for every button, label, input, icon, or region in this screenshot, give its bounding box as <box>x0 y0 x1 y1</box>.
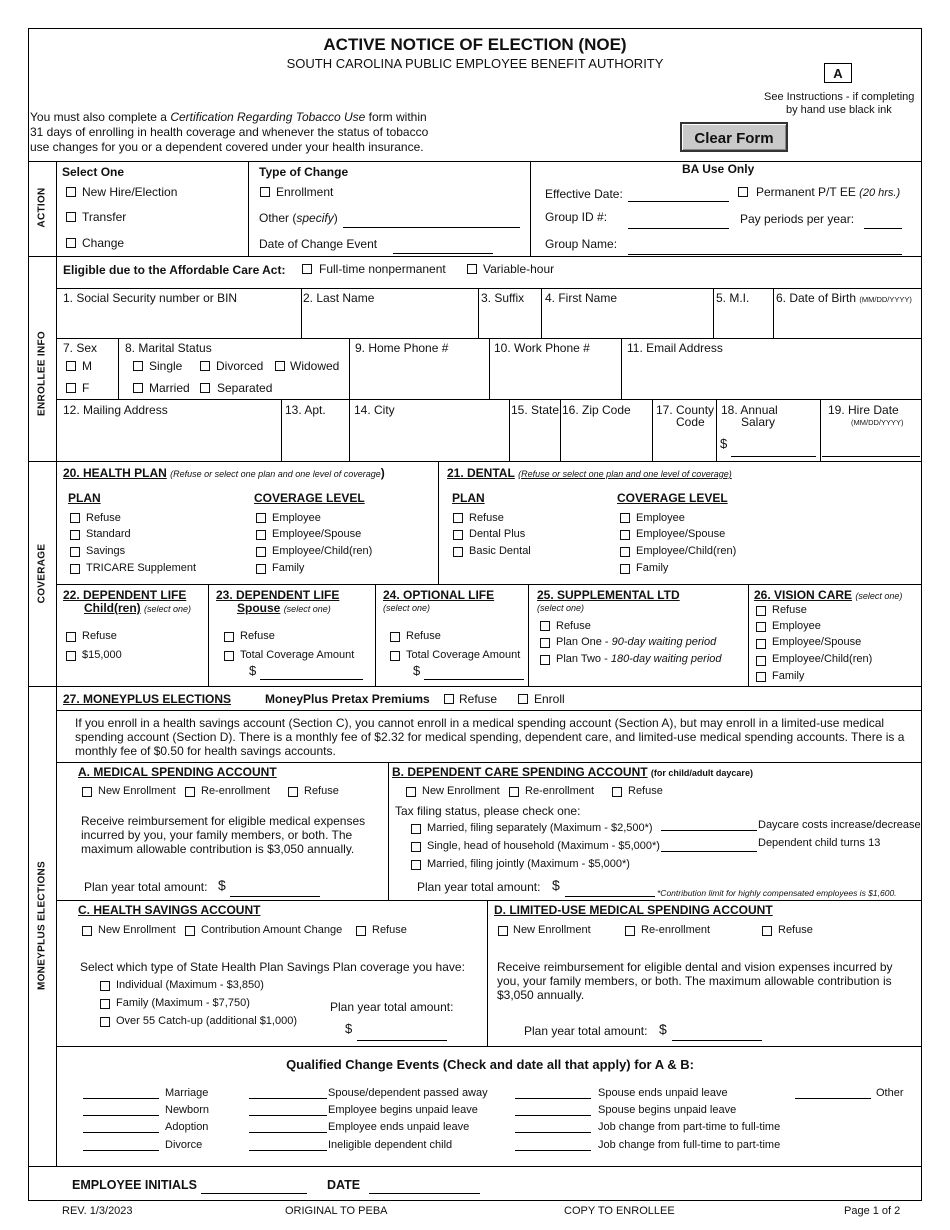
daycare-change-label: Daycare costs increase/decrease <box>758 819 921 831</box>
qce-spouse-begins-date[interactable] <box>515 1115 591 1116</box>
zip-label: 16. Zip Code <box>562 403 631 417</box>
instructions-note: See Instructions - if completing <box>764 91 915 103</box>
lumsa-refuse-checkbox[interactable] <box>762 926 772 936</box>
page-number: Page 1 of 2 <box>844 1205 901 1217</box>
vision-family-checkbox[interactable] <box>756 672 766 682</box>
premiums-enroll-checkbox[interactable] <box>518 694 528 704</box>
tax-status-label: Tax filing status, please check one: <box>395 804 581 818</box>
ltd-select-one: (select one) <box>537 603 585 613</box>
dcsa-new-label: New Enrollment <box>422 785 500 797</box>
instructions-note-2: by hand use black ink <box>786 104 892 116</box>
ltd-plan-one-text: Plan One - <box>556 636 612 648</box>
lumsa-title: D. LIMITED-USE MEDICAL SPENDING ACCOUNT <box>494 903 773 917</box>
form-subtitle: SOUTH CAROLINA PUBLIC EMPLOYEE BENEFIT AUTHORITY <box>286 56 664 71</box>
vision-refuse-checkbox[interactable] <box>756 606 766 616</box>
premiums-enroll-label: Enroll <box>534 692 565 706</box>
single-label: Single <box>149 359 183 373</box>
dcsa-title: B. DEPENDENT CARE SPENDING ACCOUNT <box>392 765 648 779</box>
health-refuse-checkbox[interactable] <box>70 513 80 523</box>
hsa-contribution-checkbox[interactable] <box>185 926 195 936</box>
msa-description: Receive reimbursement for eligible medical expenses incurred by you, your family members, or both. The maximum allowable contribution is $3,050 annually. <box>81 814 366 856</box>
state-label: 15. State <box>511 403 560 417</box>
qce-spouse-begins-unpaid: Spouse begins unpaid leave <box>598 1104 737 1116</box>
qce-emp-begins-date[interactable] <box>249 1115 327 1116</box>
qce-passed-away: Spouse/dependent passed away <box>328 1087 488 1099</box>
tax-single-label: Single, head of household (Maximum - $5,000*) <box>427 840 660 852</box>
lumsa-reenroll-label: Re-enrollment <box>641 924 711 936</box>
other-label <box>259 211 338 225</box>
premiums-refuse-checkbox[interactable] <box>444 694 454 704</box>
qce-pt-to-ft-date[interactable] <box>515 1132 591 1133</box>
full-time-checkbox[interactable] <box>302 264 312 274</box>
dcsa-reenroll-label: Re-enrollment <box>525 785 595 797</box>
dep-child-select-one: (select one) <box>144 604 192 614</box>
vision-heading <box>754 588 902 603</box>
dental-employee-checkbox[interactable] <box>620 513 630 523</box>
moneyplus-notice: If you enroll in a health savings account (Section C), you cannot enroll in a medical spending account (Section A), but may enroll in a limited-use medical spending account (Section D). There is a monthly fee of $2.32 for medical spending, dependent care, and limited-use medical spending accounts. There is a monthly fee of $0.50 for health savings accounts. <box>75 716 905 758</box>
tobacco-notice-2: 31 days of enrolling in health coverage and whenever the status of tobacco <box>30 125 429 139</box>
daycare-date-field[interactable] <box>661 830 757 831</box>
married-checkbox[interactable] <box>133 383 143 393</box>
lumsa-new-label: New Enrollment <box>513 924 591 936</box>
health-plan-col: PLAN <box>68 491 101 505</box>
dep-life-child-title: 22. DEPENDENT LIFE <box>63 588 187 602</box>
hire-date-format: (MM/DD/YYYY) <box>851 418 904 427</box>
qce-marriage-date[interactable] <box>83 1098 159 1099</box>
dcsa-reenroll-checkbox[interactable] <box>509 787 519 797</box>
health-family-checkbox[interactable] <box>256 564 266 574</box>
dep-spouse-refuse-label: Refuse <box>240 630 275 642</box>
enrollment-label: Enrollment <box>276 185 334 199</box>
dep-child-word: Child(ren) <box>84 601 141 615</box>
new-hire-label: New Hire/Election <box>82 185 178 199</box>
vision-emp-spouse-checkbox[interactable] <box>756 639 766 649</box>
permanent-text: Permanent P/T EE <box>756 185 856 199</box>
first-name-label: 4. First Name <box>545 291 618 305</box>
qce-newborn: Newborn <box>165 1104 210 1116</box>
change-label: Change <box>82 236 125 250</box>
sex-m-label: M <box>82 359 92 373</box>
vision-emp-child-label: Employee/Child(ren) <box>772 653 873 665</box>
health-emp-spouse-checkbox[interactable] <box>256 530 266 540</box>
date-of-change-label: Date of Change Event <box>259 237 378 251</box>
apt-label: 13. Apt. <box>285 403 326 417</box>
dcsa-dollar: $ <box>552 877 560 893</box>
dental-emp-child-checkbox[interactable] <box>620 547 630 557</box>
qce-passed-away-date[interactable] <box>249 1098 327 1099</box>
qce-emp-begins-unpaid: Employee begins unpaid leave <box>328 1104 478 1116</box>
permanent-hrs: (20 hrs.) <box>859 187 901 199</box>
county-label: 17. County <box>656 403 715 417</box>
tax-joint-label: Married, filing jointly (Maximum - $5,000*) <box>427 858 630 870</box>
health-plan-heading <box>63 466 385 481</box>
dcsa-new-checkbox[interactable] <box>406 787 416 797</box>
vision-employee-label: Employee <box>772 620 821 632</box>
optional-refuse-checkbox[interactable] <box>390 632 400 642</box>
employee-initials-label: EMPLOYEE INITIALS <box>72 1178 198 1192</box>
vision-refuse-label: Refuse <box>772 604 807 616</box>
other-specify: specify <box>296 211 334 225</box>
date-of-change-field[interactable] <box>393 253 493 254</box>
qce-marriage: Marriage <box>165 1087 209 1099</box>
dep-child-13-date-field[interactable] <box>661 851 757 852</box>
dep-spouse-word: Spouse <box>237 601 281 615</box>
dep-spouse-dollar: $ <box>249 663 257 678</box>
qce-divorce-date[interactable] <box>83 1150 159 1151</box>
form-title: ACTIVE NOTICE OF ELECTION (NOE) <box>323 35 627 54</box>
dep-spouse-select-one: (select one) <box>283 604 331 614</box>
copy-to-enrollee: COPY TO ENROLLEE <box>564 1205 675 1217</box>
dental-plus-checkbox[interactable] <box>453 530 463 540</box>
tobacco-text: You must also complete a <box>30 110 171 124</box>
health-plan-note-close: ) <box>380 466 385 480</box>
health-coverage-col: COVERAGE LEVEL <box>254 491 365 505</box>
date-field[interactable] <box>369 1193 480 1194</box>
qce-emp-ends-date[interactable] <box>249 1132 327 1133</box>
dental-family-checkbox[interactable] <box>620 564 630 574</box>
dep-spouse-amount-field[interactable] <box>260 679 363 680</box>
salary-label: 18. Annual <box>721 403 778 417</box>
other-text: Other ( <box>259 211 297 225</box>
lumsa-reenroll-checkbox[interactable] <box>625 926 635 936</box>
qce-adoption-date[interactable] <box>83 1132 159 1133</box>
ltd-plan-one-checkbox[interactable] <box>540 638 550 648</box>
dental-basic-checkbox[interactable] <box>453 547 463 557</box>
dental-plan-col: PLAN <box>452 491 485 505</box>
divorced-checkbox[interactable] <box>200 361 210 371</box>
original-to-peba: ORIGINAL TO PEBA <box>285 1205 388 1217</box>
hsa-family-checkbox[interactable] <box>100 999 110 1009</box>
dob-text: 6. Date of Birth <box>776 291 857 305</box>
mi-label: 5. M.I. <box>716 291 750 305</box>
group-id-field[interactable] <box>628 228 729 229</box>
dep-child-15000-checkbox[interactable] <box>66 651 76 661</box>
hsa-individual-label: Individual (Maximum - $3,850) <box>116 979 264 991</box>
msa-reenroll-checkbox[interactable] <box>185 787 195 797</box>
health-level-family: Family <box>272 562 305 574</box>
health-level-emp-child: Employee/Child(ren) <box>272 545 373 557</box>
clear-form-button[interactable]: Clear Form <box>680 122 788 152</box>
hsa-catchup-checkbox[interactable] <box>100 1017 110 1027</box>
salary-field[interactable] <box>731 456 816 457</box>
other-close: ) <box>333 211 338 225</box>
qce-title: Qualified Change Events (Check and date all that apply) for A & B: <box>286 1057 694 1072</box>
moneyplus-premiums-label: MoneyPlus Pretax Premiums <box>265 692 430 706</box>
health-plan-tricare: TRICARE Supplement <box>86 562 197 574</box>
dcsa-refuse-checkbox[interactable] <box>612 787 622 797</box>
health-plan-note: (Refuse or select one plan and one level of coverage <box>170 469 381 479</box>
other-field[interactable] <box>343 227 520 228</box>
qce-divorce: Divorce <box>165 1139 203 1151</box>
dental-level-emp-spouse: Employee/Spouse <box>636 528 726 540</box>
effective-date-label: Effective Date: <box>545 187 623 201</box>
qce-other-date[interactable] <box>795 1098 871 1099</box>
dental-note: (Refuse or select one plan and one level of coverage) <box>518 469 732 479</box>
hsa-family-label: Family (Maximum - $7,750) <box>116 997 250 1009</box>
last-name-label: 2. Last Name <box>303 291 375 305</box>
side-label-action: ACTION <box>36 187 48 228</box>
tobacco-notice-3: use changes for you or a dependent covered under your health insurance. <box>30 140 424 154</box>
msa-new-label: New Enrollment <box>98 785 176 797</box>
dental-heading <box>447 466 732 481</box>
ltd-plan-one-label <box>556 635 716 649</box>
qce-adoption: Adoption <box>165 1121 209 1133</box>
ba-use-only-label: BA Use Only <box>682 162 755 176</box>
vision-employee-checkbox[interactable] <box>756 622 766 632</box>
qce-spouse-ends-unpaid: Spouse ends unpaid leave <box>598 1087 728 1099</box>
widowed-checkbox[interactable] <box>275 361 285 371</box>
separated-label: Separated <box>217 381 273 395</box>
select-one-label: Select One <box>62 165 125 179</box>
tobacco-text-2: form within <box>365 110 427 124</box>
employee-initials-field[interactable] <box>201 1193 307 1194</box>
dep-child-15000-label: $15,000 <box>82 649 122 661</box>
dep-spouse-total-label: Total Coverage Amount <box>240 649 355 661</box>
work-phone-label: 10. Work Phone # <box>494 341 590 355</box>
hsa-title: C. HEALTH SAVINGS ACCOUNT <box>78 903 261 917</box>
ltd-title: 25. SUPPLEMENTAL LTD <box>537 588 680 602</box>
tax-sep-checkbox[interactable] <box>411 824 421 834</box>
health-tricare-checkbox[interactable] <box>70 564 80 574</box>
qce-other: Other <box>876 1087 904 1099</box>
dep-child-refuse-label: Refuse <box>82 630 117 642</box>
separated-checkbox[interactable] <box>200 383 210 393</box>
dob-label <box>776 291 912 307</box>
dep-child-refuse-checkbox[interactable] <box>66 632 76 642</box>
hsa-dollar: $ <box>345 1021 353 1036</box>
dental-emp-spouse-checkbox[interactable] <box>620 530 630 540</box>
change-checkbox[interactable] <box>66 238 76 248</box>
msa-plan-year-label: Plan year total amount: <box>84 880 208 894</box>
marital-label: 8. Marital Status <box>125 341 212 355</box>
salary-dollar: $ <box>720 436 728 451</box>
optional-refuse-label: Refuse <box>406 630 441 642</box>
tax-sep-label: Married, filing separately (Maximum - $2,500*) <box>427 822 653 834</box>
pay-periods-field[interactable] <box>864 228 902 229</box>
qce-spouse-ends-date[interactable] <box>515 1098 591 1099</box>
group-id-label: Group ID #: <box>545 210 608 224</box>
aca-label: Eligible due to the Affordable Care Act: <box>63 263 286 277</box>
transfer-checkbox[interactable] <box>66 212 76 222</box>
lumsa-plan-year-label: Plan year total amount: <box>524 1024 648 1038</box>
group-name-label: Group Name: <box>545 237 618 251</box>
health-level-employee: Employee <box>272 512 321 524</box>
pay-periods-label: Pay periods per year: <box>740 212 855 226</box>
health-plan-refuse: Refuse <box>86 512 121 524</box>
hire-date-label: 19. Hire Date <box>828 403 899 417</box>
msa-reenroll-label: Re-enrollment <box>201 785 271 797</box>
qce-emp-ends-unpaid: Employee ends unpaid leave <box>328 1121 470 1133</box>
dob-format: (MM/DD/YYYY) <box>859 295 912 304</box>
dep-life-spouse-title: 23. DEPENDENT LIFE <box>216 588 340 602</box>
ltd-plan-two-label <box>556 652 722 666</box>
side-label-moneyplus: MONEYPLUS ELECTIONS <box>36 860 48 991</box>
dep-spouse-refuse-checkbox[interactable] <box>224 632 234 642</box>
permanent-pt-checkbox[interactable] <box>738 187 748 197</box>
revision-label: REV. 1/3/2023 <box>62 1205 133 1217</box>
dental-plan-plus: Dental Plus <box>469 528 526 540</box>
ltd-plan-two-checkbox[interactable] <box>540 655 550 665</box>
msa-new-checkbox[interactable] <box>82 787 92 797</box>
suffix-label: 3. Suffix <box>481 291 525 305</box>
ssn-label: 1. Social Security number or BIN <box>63 291 238 305</box>
enrollment-checkbox[interactable] <box>260 187 270 197</box>
full-time-label: Full-time nonpermanent <box>319 262 446 276</box>
optional-life-select-one: (select one) <box>383 603 431 613</box>
qce-ft-to-pt: Job change from full-time to part-time <box>598 1139 781 1151</box>
dep-spouse-total-checkbox[interactable] <box>224 651 234 661</box>
hsa-new-checkbox[interactable] <box>82 926 92 936</box>
city-label: 14. City <box>354 403 395 417</box>
health-savings-checkbox[interactable] <box>70 547 80 557</box>
ltd-plan-two-period: 180-day waiting period <box>610 653 722 665</box>
vision-emp-spouse-label: Employee/Spouse <box>772 636 862 648</box>
moneyplus-title: 27. MONEYPLUS ELECTIONS <box>63 692 232 706</box>
msa-amount-field[interactable] <box>230 896 320 897</box>
sex-f-label: F <box>82 381 90 395</box>
vision-title: 26. VISION CARE <box>754 588 853 602</box>
msa-title: A. MEDICAL SPENDING ACCOUNT <box>78 765 277 779</box>
sex-m-checkbox[interactable] <box>66 361 76 371</box>
qce-pt-to-ft: Job change from part-time to full-time <box>598 1121 781 1133</box>
dcsa-note: (for child/adult daycare) <box>650 768 753 778</box>
health-plan-savings: Savings <box>86 545 126 557</box>
hsa-catchup-label: Over 55 Catch-up (additional $1,000) <box>116 1015 297 1027</box>
sex-f-checkbox[interactable] <box>66 383 76 393</box>
group-name-field[interactable] <box>628 254 902 255</box>
health-standard-checkbox[interactable] <box>70 530 80 540</box>
date-label: DATE <box>327 1178 361 1192</box>
health-level-emp-spouse: Employee/Spouse <box>272 528 362 540</box>
msa-refuse-checkbox[interactable] <box>288 787 298 797</box>
lumsa-new-checkbox[interactable] <box>498 926 508 936</box>
type-of-change-label: Type of Change <box>259 165 349 179</box>
qce-newborn-date[interactable] <box>83 1115 159 1116</box>
divorced-label: Divorced <box>216 359 264 373</box>
qce-ineligible-child: Ineligible dependent child <box>328 1139 453 1151</box>
home-phone-label: 9. Home Phone # <box>355 341 449 355</box>
hire-date-field[interactable] <box>822 456 920 457</box>
sex-label: 7. Sex <box>63 341 98 355</box>
form-letter-box: A <box>824 63 852 83</box>
transfer-label: Transfer <box>82 210 127 224</box>
health-plan-standard: Standard <box>86 528 131 540</box>
qce-ft-to-pt-date[interactable] <box>515 1150 591 1151</box>
optional-total-checkbox[interactable] <box>390 651 400 661</box>
ltd-plan-one-period: 90-day waiting period <box>611 636 717 648</box>
hsa-new-label: New Enrollment <box>98 924 176 936</box>
contribution-limit-note: *Contribution limit for highly compensated employees is $1,600. <box>657 888 897 898</box>
optional-dollar: $ <box>413 663 421 678</box>
tobacco-notice <box>30 110 427 124</box>
dental-plan-refuse: Refuse <box>469 512 504 524</box>
lumsa-description: Receive reimbursement for eligible dental and vision expenses incurred by you, your family members, or both. The maximum allowable contribution is $3,050 annually. <box>497 960 893 1002</box>
vision-family-label: Family <box>772 670 805 682</box>
tax-joint-checkbox[interactable] <box>411 860 421 870</box>
dental-level-employee: Employee <box>636 512 685 524</box>
msa-dollar: $ <box>218 877 226 893</box>
email-label: 11. Email Address <box>627 341 723 355</box>
vision-select-one: (select one) <box>855 591 903 601</box>
dcsa-refuse-label: Refuse <box>628 785 663 797</box>
hsa-amount-field[interactable] <box>357 1040 447 1041</box>
msa-refuse-label: Refuse <box>304 785 339 797</box>
ltd-refuse-label: Refuse <box>556 620 591 632</box>
dental-plan-basic: Basic Dental <box>469 545 531 557</box>
hsa-refuse-checkbox[interactable] <box>356 926 366 936</box>
married-label: Married <box>149 381 190 395</box>
variable-hour-label: Variable-hour <box>483 262 555 276</box>
dental-level-emp-child: Employee/Child(ren) <box>636 545 737 557</box>
hsa-refuse-label: Refuse <box>372 924 407 936</box>
optional-life-title: 24. OPTIONAL LIFE <box>383 588 495 602</box>
ltd-refuse-checkbox[interactable] <box>540 621 550 631</box>
widowed-label: Widowed <box>290 359 340 373</box>
county-label-2: Code <box>676 415 705 429</box>
side-label-enrollee: ENROLLEE INFO <box>36 331 48 417</box>
lumsa-dollar: $ <box>659 1021 667 1037</box>
premiums-refuse-label: Refuse <box>459 692 498 706</box>
dcsa-amount-field[interactable] <box>565 896 655 897</box>
dental-refuse-checkbox[interactable] <box>453 513 463 523</box>
permanent-pt-label <box>756 185 900 200</box>
dcsa-heading <box>392 765 753 780</box>
optional-total-label: Total Coverage Amount <box>406 649 521 661</box>
health-emp-child-checkbox[interactable] <box>256 547 266 557</box>
tobacco-form-name[interactable]: Certification Regarding Tobacco Use <box>170 110 366 124</box>
hsa-individual-checkbox[interactable] <box>100 981 110 991</box>
health-employee-checkbox[interactable] <box>256 513 266 523</box>
dep-child-13-label: Dependent child turns 13 <box>758 837 881 849</box>
salary-label-2: Salary <box>741 415 776 429</box>
lumsa-amount-field[interactable] <box>672 1040 762 1041</box>
vision-emp-child-checkbox[interactable] <box>756 656 766 666</box>
lumsa-refuse-label: Refuse <box>778 924 813 936</box>
ltd-plan-two-text: Plan Two - <box>556 653 611 665</box>
health-plan-title: 20. HEALTH PLAN <box>63 466 167 480</box>
mailing-address-label: 12. Mailing Address <box>63 403 168 417</box>
qce-ineligible-date[interactable] <box>249 1150 327 1151</box>
hsa-select-label: Select which type of State Health Plan Savings Plan coverage you have: <box>80 960 465 974</box>
dental-title: 21. DENTAL <box>447 466 515 480</box>
single-checkbox[interactable] <box>133 361 143 371</box>
dep-life-child-subtitle <box>84 601 191 616</box>
effective-date-field[interactable] <box>628 201 729 202</box>
side-label-coverage: COVERAGE <box>36 543 48 604</box>
new-hire-checkbox[interactable] <box>66 187 76 197</box>
hsa-plan-year-label: Plan year total amount: <box>330 1000 454 1014</box>
dental-level-family: Family <box>636 562 669 574</box>
variable-hour-checkbox[interactable] <box>467 264 477 274</box>
dep-life-spouse-subtitle <box>237 601 331 616</box>
optional-amount-field[interactable] <box>424 679 524 680</box>
dental-coverage-col: COVERAGE LEVEL <box>617 491 728 505</box>
tax-single-checkbox[interactable] <box>411 842 421 852</box>
dcsa-plan-year-label: Plan year total amount: <box>417 880 541 894</box>
hsa-contribution-label: Contribution Amount Change <box>201 924 343 936</box>
